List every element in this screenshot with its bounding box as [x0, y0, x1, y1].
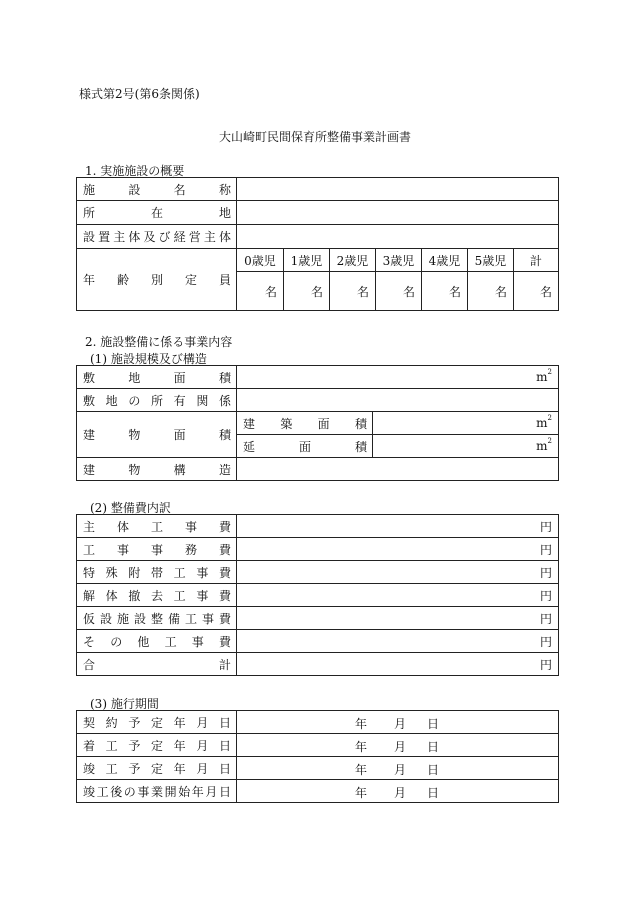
- period-date-field[interactable]: [237, 757, 559, 780]
- cost-label: 解体撤去工事費: [77, 584, 237, 607]
- age-header-row: [77, 249, 559, 272]
- count-cell-5[interactable]: 名: [468, 272, 514, 311]
- age-header-0: 0歳児: [237, 249, 284, 272]
- area-unit: m: [536, 370, 548, 384]
- scale-structure-table: [76, 365, 559, 481]
- cost-total-row: [77, 653, 559, 676]
- cost-field[interactable]: 円: [237, 515, 559, 538]
- location-field[interactable]: [237, 201, 559, 225]
- cost-label: その他工事費: [77, 630, 237, 653]
- age-header-3: 3歳児: [376, 249, 422, 272]
- cost-row: [77, 607, 559, 630]
- ownership-field[interactable]: [237, 389, 559, 412]
- period-date-field[interactable]: [237, 711, 559, 734]
- operator-label: 設置主体及び経営主体: [77, 225, 237, 249]
- date-year: 年: [355, 763, 368, 777]
- period-date-field[interactable]: [237, 734, 559, 757]
- facility-name-row: [77, 178, 559, 201]
- period-label: 契約予定年月日: [77, 711, 237, 734]
- cost-label: 特殊附帯工事費: [77, 561, 237, 584]
- date-month: 月: [394, 717, 407, 731]
- area-unit-exponent: 2: [547, 368, 553, 376]
- age-capacity-label: 年齢別定員: [77, 249, 237, 311]
- site-area-label: 敷地面積: [77, 366, 237, 389]
- cost-field[interactable]: 円: [237, 630, 559, 653]
- period-row: [77, 780, 559, 803]
- location-label: 所在地: [77, 201, 237, 225]
- date-year: 年: [355, 717, 368, 731]
- period-date-field[interactable]: [237, 780, 559, 803]
- period-label: 竣工予定年月日: [77, 757, 237, 780]
- cost-row: [77, 630, 559, 653]
- date-day: 日: [427, 786, 440, 800]
- count-cell-0[interactable]: 名: [237, 272, 284, 311]
- area-unit: m: [536, 416, 548, 430]
- date-month: 月: [394, 740, 407, 754]
- building-footprint-field[interactable]: [373, 412, 559, 435]
- construction-period-heading: (3) 施行期間: [90, 697, 159, 711]
- cost-row: [77, 515, 559, 538]
- operator-row: [77, 225, 559, 249]
- date-day: 日: [427, 740, 440, 754]
- total-floor-field[interactable]: [373, 435, 559, 458]
- construction-period-table: [76, 710, 559, 803]
- section1-heading: 1. 実施施設の概要: [85, 164, 185, 178]
- period-row: [77, 711, 559, 734]
- facility-name-label: 施設名称: [77, 178, 237, 201]
- cost-total-field[interactable]: 円: [237, 653, 559, 676]
- count-cell-4[interactable]: 名: [422, 272, 468, 311]
- date-year: 年: [355, 786, 368, 800]
- age-header-5: 5歳児: [468, 249, 514, 272]
- count-cell-1[interactable]: 名: [284, 272, 330, 311]
- cost-field[interactable]: 円: [237, 584, 559, 607]
- date-year: 年: [355, 740, 368, 754]
- age-header-4: 4歳児: [422, 249, 468, 272]
- area-unit-exponent: 2: [547, 414, 553, 422]
- count-cell-total[interactable]: 名: [514, 272, 559, 311]
- scale-structure-heading: (1) 施設規模及び構造: [90, 352, 207, 366]
- period-row: [77, 757, 559, 780]
- structure-row: [77, 458, 559, 481]
- age-header-1: 1歳児: [284, 249, 330, 272]
- site-area-row: [77, 366, 559, 389]
- date-month: 月: [394, 786, 407, 800]
- site-area-field[interactable]: [237, 366, 559, 389]
- period-row: [77, 734, 559, 757]
- ownership-row: [77, 389, 559, 412]
- cost-field[interactable]: 円: [237, 561, 559, 584]
- date-month: 月: [394, 763, 407, 777]
- count-cell-2[interactable]: 名: [330, 272, 376, 311]
- count-cell-3[interactable]: 名: [376, 272, 422, 311]
- cost-row: [77, 561, 559, 584]
- date-day: 日: [427, 717, 440, 731]
- cost-row: [77, 538, 559, 561]
- form-number: 様式第2号(第6条関係): [79, 87, 200, 101]
- section2-heading: 2. 施設整備に係る事業内容: [85, 335, 233, 349]
- operator-field[interactable]: [237, 225, 559, 249]
- cost-row: [77, 584, 559, 607]
- cost-field[interactable]: 円: [237, 538, 559, 561]
- area-unit-exponent: 2: [547, 437, 553, 445]
- location-row: [77, 201, 559, 225]
- age-header-total: 計: [514, 249, 559, 272]
- period-label: 竣工後の事業開始年月日: [77, 780, 237, 803]
- cost-label: 主体工事費: [77, 515, 237, 538]
- cost-label: 仮設施設整備工事費: [77, 607, 237, 630]
- cost-breakdown-heading: (2) 整備費内訳: [90, 501, 171, 515]
- total-floor-label: 延面積: [237, 435, 373, 458]
- area-unit: m: [536, 439, 548, 453]
- building-footprint-row: [77, 412, 559, 435]
- facility-overview-table: [76, 177, 559, 311]
- document-title: 大山崎町民間保育所整備事業計画書: [218, 130, 411, 144]
- date-day: 日: [427, 763, 440, 777]
- ownership-label: 敷地の所有関係: [77, 389, 237, 412]
- facility-name-field[interactable]: [237, 178, 559, 201]
- structure-label: 建物構造: [77, 458, 237, 481]
- cost-breakdown-table: [76, 514, 559, 676]
- period-label: 着工予定年月日: [77, 734, 237, 757]
- building-area-label: 建物面積: [77, 412, 237, 458]
- age-header-2: 2歳児: [330, 249, 376, 272]
- structure-field[interactable]: [237, 458, 559, 481]
- building-footprint-label: 建築面積: [237, 412, 373, 435]
- cost-total-label: 合計: [77, 653, 237, 676]
- cost-label: 工事事務費: [77, 538, 237, 561]
- cost-field[interactable]: 円: [237, 607, 559, 630]
